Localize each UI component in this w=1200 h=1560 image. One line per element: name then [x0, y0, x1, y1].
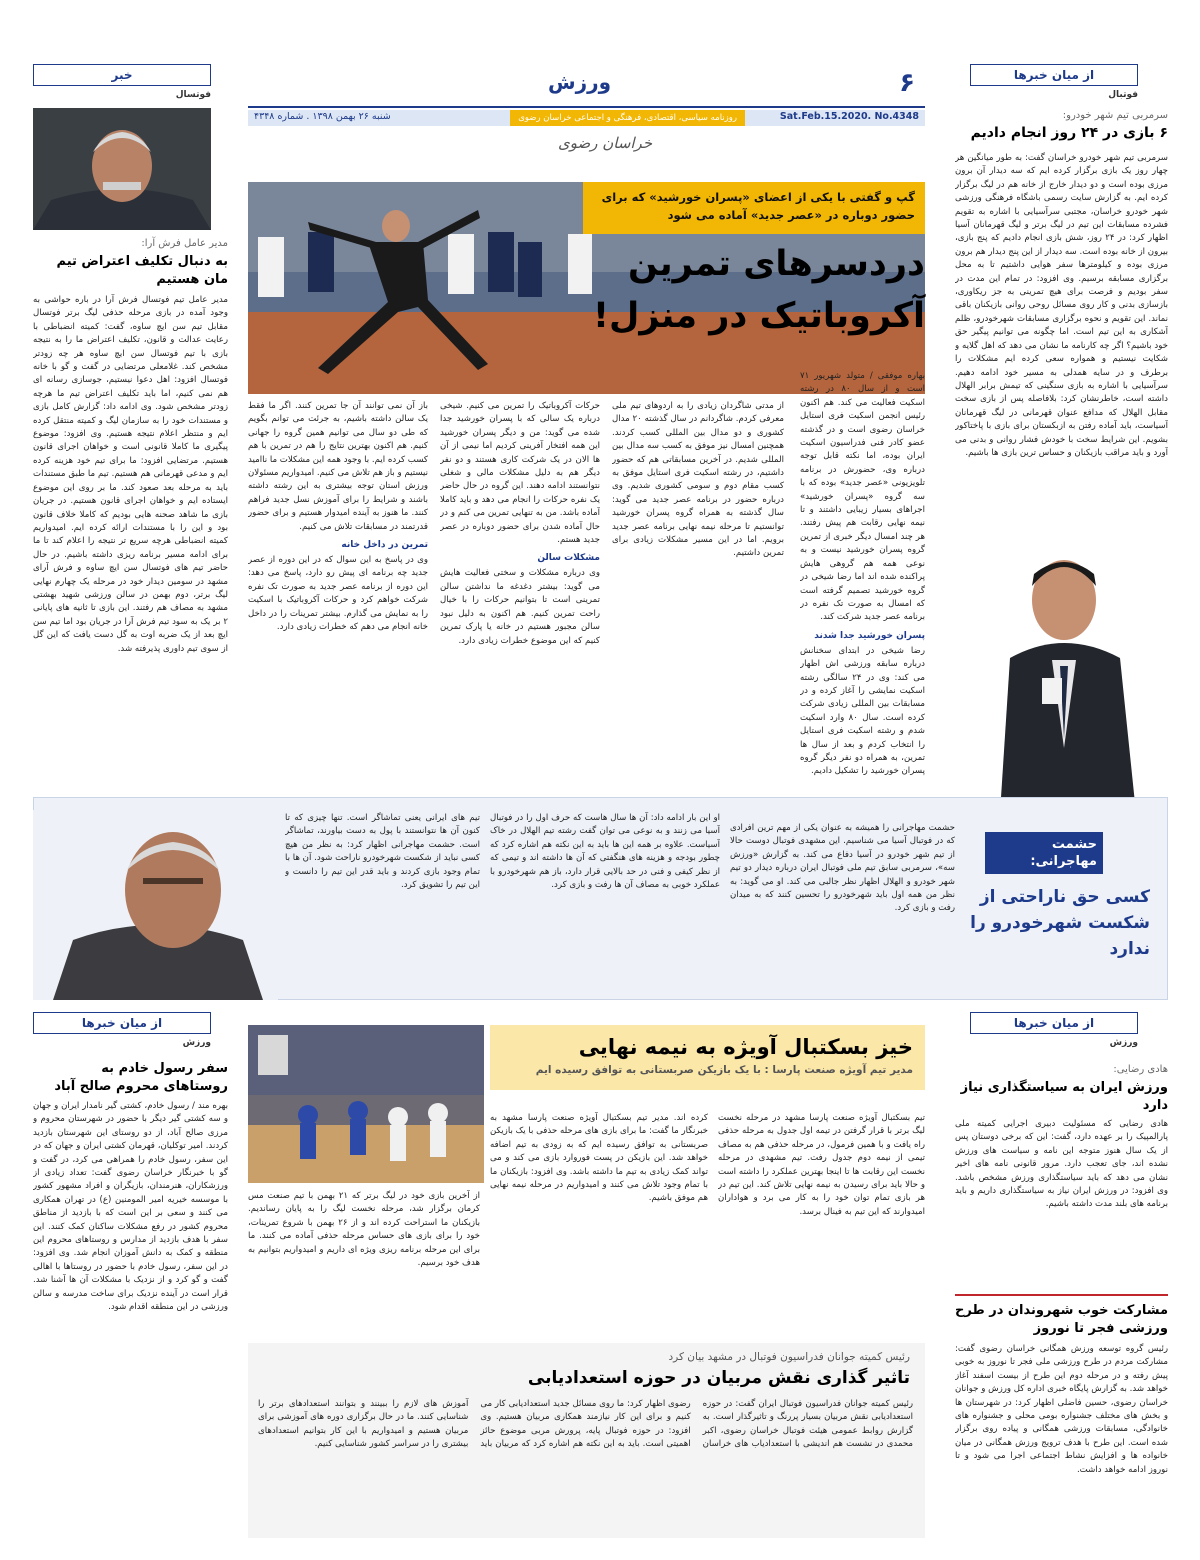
right-news-label-text: از میان خبرها [1013, 68, 1095, 82]
section-title: ورزش [548, 70, 612, 94]
basketball-col-3: از آخرین بازی خود در لیگ برتر که ۲۱ بهمن با تیم صنعت مس کرمان برگزار شد، مرحله نخست لیگ را به پایان رساندیم. بازیکنان ما استراحت کرده اند و از ۲۶ بهمن با شروع تمرینات، خود را برای بازی های حساس مرحله حذفی آماده می کنند. ما برای این مرحله برنامه ریزی ویژه ای داریم و امیدواریم بتوانیم به هدف خود برسیم. [248, 1191, 480, 1269]
lead-col-1-subhead: پسران خورشید جدا شدند [814, 630, 925, 641]
lead-col-4-text-b: وی در پاسخ به این سوال که در این دوره از عصر جدید چه برنامه ای پیش رو دارد، پاسخ می دهد: این دوره از برنامه عصر جدید به صورت تک نفره شرکت خواهم کرد و حرکات آکروباتیک با اسکیت را به نمایش می گذارم. بیشتر تمرینات را در داخل خانه انجام می دهم که خطرات زیادی دارد. [248, 555, 428, 633]
interview-col-1: حشمت مهاجرانی را همیشه به عنوان یکی از مهم ترین افرادی که در فوتبال آسیا می شناسیم. این مشهدی فوتبال دوست حالا از تیم شهر خودرو در آسیا دفاع می کند. به گزارش «ورزش سه»، سرمربی سابق تیم ملی فوتبال ایران درباره دیدار دو تیم شهر خودرو و الهلال اظهار نظر جالبی می کند. او می گوید: به نظر من همه اول باید شهرخودرو را تحسین کنند که به میدان رفت و بازی کرد. [730, 823, 955, 914]
left-news-kicker: مدیر عامل فرش آرا: [141, 238, 228, 249]
lead-col-2 [612, 400, 784, 785]
coach-figure [960, 538, 1168, 813]
left-news-label [33, 64, 211, 86]
interview-col-3: تیم های ایرانی یعنی تماشاگر است. تنها چیزی که تا کنون آن ها نتوانستند با پول به دست بیاورند، تماشاگر است. حشمت مهاجرانی اظهار کرد: به نظر من هیچ کسی نباید از شکست شهرخودرو ناراحت شود. آن ها با تمام وجود بازی کردند و باید قدر این تیم را دانست و این تیم را تشویق کرد. [285, 813, 480, 891]
right-bottom-kicker: هادی رضایی: [1113, 1064, 1168, 1075]
newspaper-logo: خراسان رضوی [558, 134, 653, 152]
bottom-story-body: رئیس کمیته جوانان فدراسیون فوتبال ایران گفت: در حوزه استعدادیابی نقش مربیان بسیار پررنگ و تاثیرگذار است. به گزارش روابط عمومی هیئت فوتبال خراسان رضوی، اکبر محمدی در نشست هم اندیشی با استعدادیاب های خراسان رضوی اظهار کرد: ما روی مسائل جدید استعدادیابی کار می کنیم و برای این کار نیازمند همکاری مربیان هستیم. وی افزود: در حوزه فوتبال پایه، پرورش مربی موضوع حائز اهمیتی است. باید به این نکته هم اشاره کرد که مربیان باید آموزش های لازم را ببینند و بتوانند استعدادهای برتر را شناسایی کنند. ما در حال برگزاری دوره های آموزشی برای مربیان هستیم و امیدواریم با این کار بتوانیم استعدادهای بیشتری را در سراسر کشور شناسایی کنیم. [258, 1399, 913, 1450]
left-bottom-headline: سفر رسول خادم به روستاهای محروم صالح آباد [54, 1061, 228, 1094]
lead-col-4-text: باز آن نمی توانند آن جا تمرین کنند. اگر ما فقط یک سالن داشته باشیم، به جرئت می توانم بگویم که طی دو سال می توانیم همین گروه را جهانی کنیم. هم اکنون بهترین نتایج را هم در تمرین با هم کسب کرده ایم. با وجود همه این مشکلات ما ناامید نیستیم و باز هم تلاش می کنیم. امیدواریم مسئولان ورزش استان توجه بیشتری به این رشته داشته باشند و شرایط را برای آموزش نسل جدید فراهم کنند. ما هنوز به آینده امیدوار هستیم و برای حضور قدرتمند در مسابقات تلاش می کنیم. [248, 401, 428, 532]
interview-name-box [985, 832, 1103, 874]
lead-col-1-text: بهاره موفقی / متولد شهریور ۷۱ است و از سال ۸۰ در رشته اسکیت فعالیت می کند. هم اکنون رئیس انجمن اسکیت فری استایل خراسان رضوی است و در گذشته عضو کادر فنی فدراسیون اسکیت ایران بوده، اما نکته قابل توجه درباره وی، حضورش در برنامه تلویزیونی «عصر جدید» بوده که با سه گروه «پسران خورشید» اجراهای بسیار زیبایی داشتند و تا نیمه نهایی رقابت هم پیش رفتند. هر چند امسال دیگر خبری از تمرین گروه پسران خورشید نیست و به نوعی همه هم گروهی هایش پراکنده شده اند اما رضا شیخی در گروه خورشید تصمیم گرفته است که امسال به صورت تک نفره در برنامه عصر جدید شرکت کند. [800, 371, 925, 623]
left-bottom-body: بهره مند / رسول خادم، کشتی گیر نامدار ایران و جهان و سه کشتی گیر دیگر با حضور در شهرستان محروم و مرزی صالح آباد، از دو روستای این شهرستان بازدید کردند. امیر توکلیان، قهرمان کشتی ایران و جهان که در این سفر، رسول خادم را همراهی می کرد، در گفت و گو با خبرنگار خراسان رضوی گفت: تعداد زیادی از ورزشکاران، هنرمندان، بازیگران و افراد مشهور کشور با موسسه خیریه امیر المومنین (ع) در تهران همکاری می کنند و سعی بر این است که با بازدید از مناطق محروم کشور در رفع مشکلات ساکنان کمک کنند. این سفر با هدف بازدید از مدارس و روستاهای محروم این منطقه و کمک به دانش آموزان انجام شد. وی افزود: در این سفر، رسول خادم با حضور در روستاها با اهالی گفت و گو کرد و از نزدیک با مشکلات آن ها آشنا شد. قرار است در آینده نزدیک برای ساخت مدرسه و سالن ورزشی در این منطقه اقدام شود. [33, 1101, 228, 1313]
basketball-scene [248, 1025, 484, 1183]
basketball-col-1: تیم بسکتبال آویژه صنعت پارسا مشهد در مرحله نخست لیگ برتر با قرار گرفتن در تیمه اول جدول به مرحله حذفی راه یافت و با همین فرمول، در مرحله حذفی هم به مصاف تیمی از نیمه دوم جدول رفت. تیم مشهدی در مرحله نخست این رقابت ها تا اینجا بهترین عملکرد را داشته است و حالا باید برای رسیدن به نیمه نهایی تلاش کند. این تیم در هر بازی تمام توان خود را به کار می برد و هواداران امیدوارند که این تیم به فینال برسد. [718, 1113, 925, 1217]
right-bottom-headline-2: مشارکت خوب شهروندان در طرح ورزشی فجر تا نوروز [955, 1303, 1168, 1336]
right-bottom-divider [955, 1294, 1168, 1296]
coach-photo [960, 538, 1168, 813]
director-photo [33, 108, 211, 230]
bottom-story-kicker: رئیس کمیته جوانان فدراسیون فوتبال در مشهد بیان کرد [668, 1351, 910, 1363]
right-bottom-label-text: از میان خبرها [1013, 1016, 1095, 1030]
lead-col-1-text-b: رضا شیخی در ابتدای سخنانش درباره سابقه ورزشی اش اظهار می کند: وی در ۲۴ سالگی رشته اسکیت نمایشی را آغاز کرده و در مسابقات بین المللی زیادی شرکت کرده است. سال ۸۰ وارد اسکیت شدم و رشته اسکیت فری استایل را انتخاب کردم و بعد از سال ها تمرین، به همراه دو نفر دیگر گروه پسران خورشید را تشکیل دادیم. [800, 645, 925, 777]
lead-kicker-box [583, 182, 925, 234]
interviewee-photo [33, 810, 278, 1000]
lead-col-3-text-b: وی درباره مشکلات و سختی فعالیت هایش می گوید: بیشتر دغدغه ما نداشتن سالن تمرینی است تا بتوانیم حرکات را با خیال راحت تمرین کنیم. هم اکنون به دلیل نبود سالن مجبور هستیم در خانه یا پارک تمرین کنیم که این موضوع خطرات زیادی دارد. [440, 568, 600, 646]
interviewee-portrait [33, 810, 278, 1000]
page-number: ۶ [899, 68, 915, 98]
left-bottom-label-text: از میان خبرها [81, 1016, 163, 1030]
right-news-kicker: سرمربی تیم شهر خودرو: [1062, 110, 1168, 121]
section-header-bar [248, 62, 925, 108]
lead-col-4 [248, 400, 428, 785]
lead-col-4-subhead: تمرین در داخل خانه [341, 540, 428, 551]
lead-col-3-subhead: مشکلات سالن [537, 553, 600, 564]
basketball-subhead: مدیر تیم آویژه صنعت پارسا : با یک بازیکن صربستانی به توافق رسیده ایم [535, 1064, 913, 1076]
left-bottom-category: ورزش [182, 1038, 211, 1048]
right-bottom-label [970, 1012, 1138, 1034]
basketball-photo [248, 1025, 484, 1183]
masthead [248, 62, 925, 162]
left-news-label-text: خبر [111, 68, 133, 82]
right-bottom-body-2: رئیس گروه توسعه ورزش همگانی خراسان رضوی گفت: مشارکت مردم در طرح ورزشی ملی فجر تا نوروز به خوبی پیش رفته و در مرحله دوم این طرح از بیست اسفند آغاز خواهد شد. به گزارش پایگاه خبری اداره کل ورزش و جوانان خراسان رضوی، حسین فاضلی اظهار کرد: در شهرستان ها و بخش های مختلف جشنواره بومی محلی و جشنواره های خانوادگی، مسابقات ورزشی همگانی و پیاده روی برگزار شده است. این طرح با هدف ترویج ورزش همگانی در میان خانواده ها و افزایش نشاط اجتماعی اجرا می شود و تا نوروز ادامه خواهد داشت. [955, 1344, 1168, 1475]
director-portrait [33, 108, 211, 230]
left-news-body: مدیر عامل تیم فوتسال فرش آرا در باره حواشی به وجود آمده در بازی مرحله حذفی لیگ برتر فوتسال مقابل تیم سن ایچ ساوه، گفت: کمیته انضباطی با رعایت عدالت و قانون، تکلیف اعتراض ما را به نتیجه بازی با تیم فوتسال سن ایچ ساوه هر چه زودتر مشخص کند. غلامعلی مرتضایی در گفت و گو با خانه فوتسال افزود: اهل دعوا نیستیم، جوسازی رسانه ای هم نمی کنیم، اما باید تکلیف اعتراض تیم ما هرچه زودتر مشخص شود. وی ادامه داد: گزارش کامل بازی و مستندات خود را به سازمان لیگ و کمیته منتقل کرده ایم و منتظر اعلام نتیجه هستیم. وی افزود: موضوع پیگیری ما کاملا قانونی است و خواهان اجرای قانون هستیم. مرتضایی افزود: ما برای تیم خود هزینه کرده ایم و مدعی قهرمانی هم هستیم. تیم ما طبق مستندات باید به مرحله بعد صعود کند. ما بر روی این موضوع ایستاده ایم و خواهان اجرای قانون هستیم. در جریان بازی ما شاهد صحنه هایی بودیم که کاملا خلاف قانون بود و این را با مستندات ارائه کرده ایم. امیدواریم کمیته انضباطی هرچه سریع تر نتیجه را اعلام کند تا ما برای ادامه مسیر برنامه ریزی داشته باشیم. در حال حاضر تیم های فوتسال سن ایچ ساوه و فرش آرای مشهد در سومین دیدار خود در مرحله یک چهارم نهایی لیگ برتر، دوم بهمن در سالن ورزشی شهید بهشتی مشهد به مصاف هم رفتند. این بازی تا ثانیه های پایانی ۲ بر یک به سود تیم فرش آرا در جریان بود اما تیم سن ایچ بعد از یک ضربه اوت به گل دست یافت که این گل از سوی تیم داوری پذیرفته شد. [33, 295, 228, 654]
left-bottom-label [33, 1012, 211, 1034]
right-news-category: فوتبال [1108, 90, 1138, 100]
right-bottom-headline: ورزش ایران به سیاستگذاری نیاز دارد [960, 1080, 1168, 1113]
right-news-headline: ۶ بازی در ۲۴ روز انجام دادیم [970, 125, 1168, 141]
lead-kicker: گپ و گفتی با یکی از اعضای «پسران خورشید» که برای حضور دوباره در «عصر جدید» آماده می شود [601, 190, 915, 222]
basketball-headline: خیز بسکتبال آویژه به نیمه نهایی [578, 1035, 913, 1059]
lead-col-2-text: از مدتی شاگردان زیادی را به اردوهای تیم ملی معرفی کردم. شاگردانم در سال گذشته ۲۰ مدال کشوری و دو مدال بین المللی کسب کردند. همچنین امسال نیز موفق به کسب سه مدال بین المللی شدیم. در آخرین مسابقاتی هم که حضور داشتیم، در رشته اسکیت فری استایل موفق به کسب مقام دوم و سومی کشوری شدیم. وی درباره حضور در برنامه عصر جدید می گوید: سال گذشته به همراه گروه پسران خورشید توانستیم تا مرحله نیمه نهایی برنامه عصر جدید برویم. اما در این مسیر مشکلات زیادی برای تمرین داشتیم. [612, 401, 784, 559]
date-latin: Sat.Feb.15.2020. No.4348 [779, 111, 919, 122]
lead-col-3 [440, 400, 600, 785]
interview-col-2: او این بار ادامه داد: آن ها سال هاست که حرف اول را در فوتبال آسیا می زنند و به نوعی می توان گفت رشته تیم الهلال در خاک آسیاست. علاوه بر همه این ها باید به این نکته هم اشاره کرد که چطور بودجه و هزینه های هنگفتی که آن ها داشته اند و تیمی که از نظر کیفی و فنی در حد بالایی قرار دارد، باز هم شهرخودرو با عملکرد خوبی به مصاف آن ها رفت و بازی کرد. [490, 813, 720, 891]
bottom-story-headline: تاثیر گذاری نقش مربیان در حوزه استعدادیابی [527, 1368, 910, 1388]
basketball-col-2: کرده اند. مدیر تیم بسکتبال آویژه صنعت پارسا مشهد به خبرنگار ما گفت: ما برای بازی های مرحله حذفی با یک بازیکن صربستانی به توافق رسیده ایم که به زودی به تیم اضافه خواهد شد. این بازیکن در پست فوروارد بازی می کند و می تواند کمک زیادی به تیم ما داشته باشد. وی افزود: بازیکنان ما با تمام وجود تلاش می کنند و امیدواریم در مرحله نیمه نهایی هم موفق باشیم. [490, 1113, 708, 1204]
left-news-headline: به دنبال تکلیف اعتراض تیم مان هستیم [56, 254, 228, 287]
left-news-category: فوتسال [175, 90, 211, 100]
lead-col-1 [800, 370, 925, 785]
interview-name-label: حشمت مهاجرانی: [1030, 837, 1097, 869]
right-bottom-category: ورزش [1109, 1038, 1138, 1048]
lead-headline: دردسرهای تمرین آکروباتیک در منزل! [593, 244, 925, 336]
date-persian: شنبه ۲۶ بهمن ۱۳۹۸ . شماره ۴۳۴۸ [254, 111, 391, 122]
lead-col-3-text: حرکات آکروباتیک را تمرین می کنیم. شیخی درباره یک سالی که با پسران خورشید جدا شده می گوید: من و دیگر پسران خورشید این همه افتخار آفرینی کردیم اما نیمی از آن ها الان در یک شرکت کاری هستند و دو نفر دیگر هم به دلیل مشکلات مالی و شغلی نتوانستند ادامه دهند. این گروه در حال حاضر یک نفره حرکات را انجام می دهد و باید کاملا آماده باشد. من به تنهایی تمرین می کنم و در حال آماده شدن برای حضور دوباره در عصر جدید هستم. [440, 401, 600, 546]
right-bottom-body: هادی رضایی که مسئولیت دبیری اجرایی کمیته ملی پارالمپیک را بر عهده دارد، گفت: این که برخی دوستان پس از یک سال هنوز متوجه این نامه و سیاست های ورزش نشده اند، جای تعجب دارد. مرور قانونی نامه های اخیر نشان می دهد که باید سیاستگذاری ورزش مشخص باشد. وی افزود: در ورزش ایران نیاز به سیاستگذاری داریم و باید برنامه های بلند مدت داشته باشیم. [955, 1119, 1168, 1210]
right-news-body: سرمربی تیم شهر خودرو خراسان گفت: به طور میانگین هر چهار روز یک بازی برگزار کرده ایم که سه دیدار آن برون مرزی بوده است و دو دیدار خارج از خانه هم در لیگ برگزار کرده ایم. به گزارش سایت رسمی باشگاه فرهنگی ورزشی شهر خودرو خراسان، مجتبی سرآسیایی با اشاره به تقویم فشرده مسابقات این تیم در لیگ برتر و لیگ قهرمانان آسیا اظهار کرد: در ۲۴ روز، شش بازی انجام دادیم که پنج بازی، بیرون از خانه بوده است. سه دیدار از این پنج دیدار هم برون مرزی بوده و کیلومترها سفر هوایی داشتیم تا به محل برگزاری مسابقه برسیم. وی افزود: در تمام این مدت در سفر بودیم و فرصت برای هیچ تمرینی به جز ریکاوری، بازسازی بدنی و کار روی مسائل روحی روانی بازیکنان باقی نماند. این تقویم و نحوه برگزاری مسابقات شهرخودرو، ظلم آشکاری به این تیم است. اما چگونه می توانیم پیگیر حق خود باشیم؟ اگر چه کارنامه ما نشان می دهد که اهل گلایه و شکایت نیستیم و همواره سعی کرده ایم مشکلات را برطرف و در سایه همدلی به مسیر خود ادامه دهیم. سرآسیایی با اشاره به بازی سنگینی که تیمش برابر الهلال داشته است، خاطرنشان کرد: بلافاصله پس از بازی سخت مقابل الهلال که مدافع عنوان قهرمانی در لیگ قهرمانان آسیاست، باید آماده رفتن به ازبکستان برای بازی با پاختاکور بشویم. این شرایط سخت با خودش فشار روانی و بدنی می آورد و باید مراقب بازیکنان و حساس ترین بازی ها باشیم. [955, 153, 1168, 458]
basketball-header-box [490, 1025, 925, 1090]
info-strip [248, 110, 925, 126]
right-news-label [970, 64, 1138, 86]
tagline: روزنامه سیاسی، اقتصادی، فرهنگی و اجتماعی خراسان رضوی [510, 110, 745, 126]
interview-headline: کسی حق ناراحتی از شکست شهرخودرو را ندارد [970, 887, 1150, 959]
